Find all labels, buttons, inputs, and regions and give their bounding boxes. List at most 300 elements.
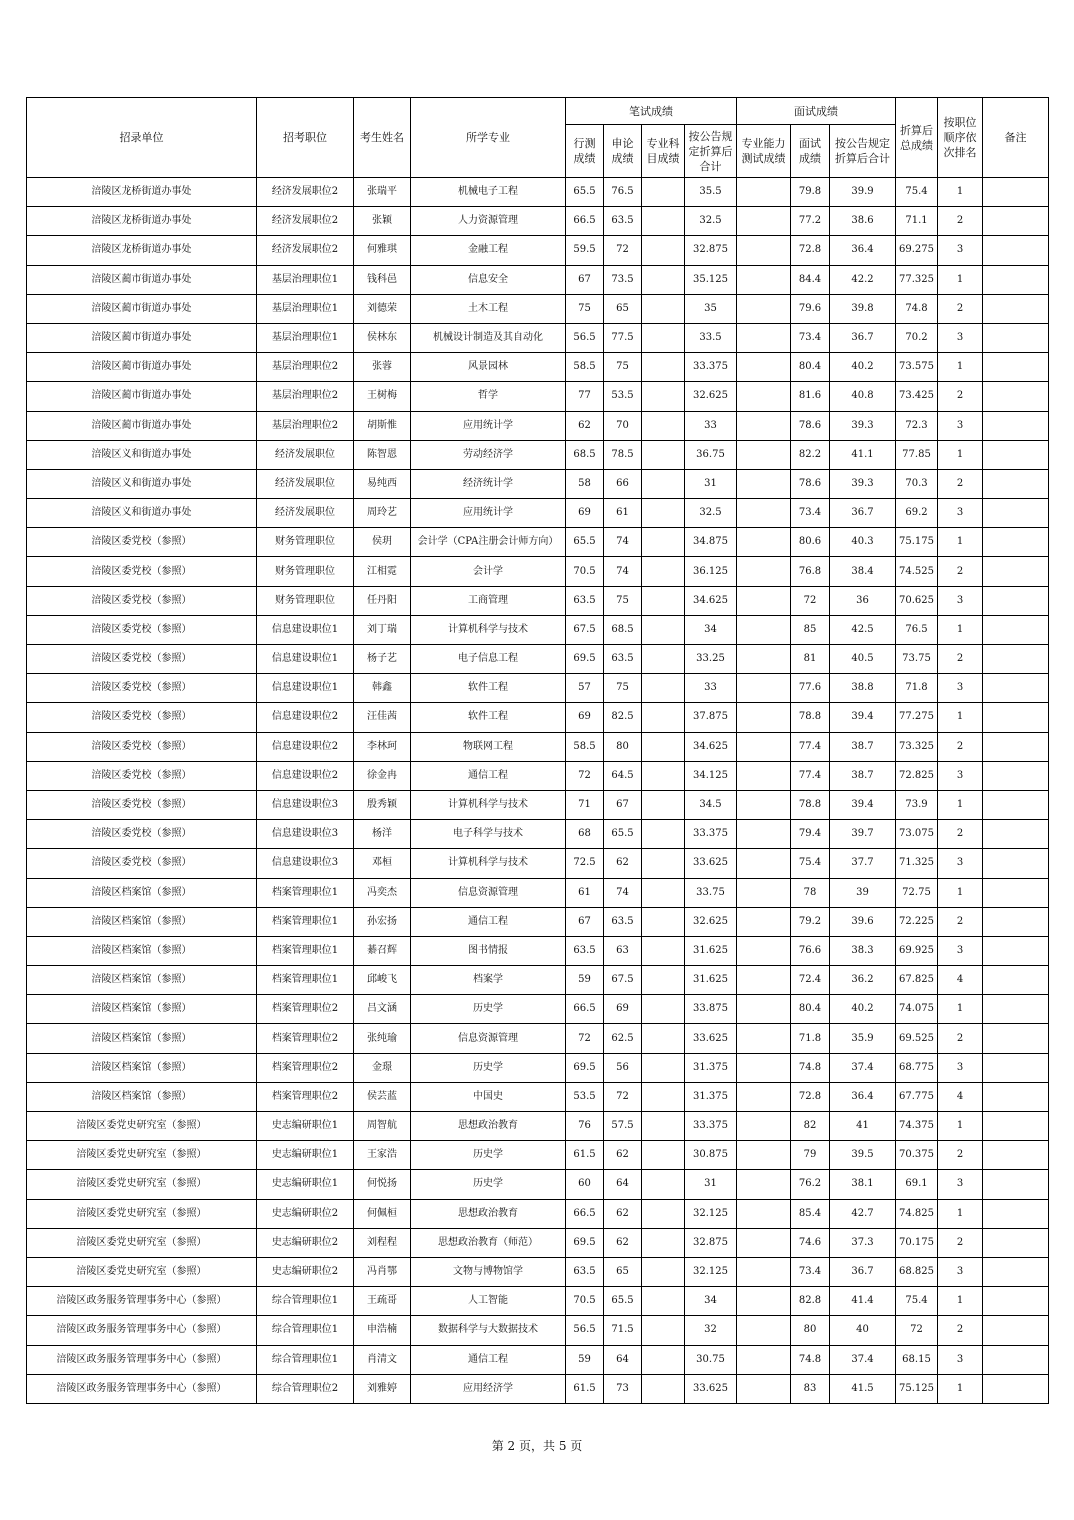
table-row <box>27 236 1049 265</box>
cell-ability <box>737 1287 791 1316</box>
cell-rank: 3 <box>938 1170 983 1199</box>
cell-remark <box>983 1170 1049 1199</box>
cell-ability <box>737 1024 791 1053</box>
cell-major: 机械电子工程 <box>411 178 566 207</box>
cell-name: 周智航 <box>354 1112 411 1141</box>
cell-remark <box>983 1053 1049 1082</box>
cell-rank: 1 <box>938 1374 983 1403</box>
cell-remark <box>983 1228 1049 1257</box>
table-row <box>27 703 1049 732</box>
cell-zhuanye <box>642 440 685 469</box>
cell-written-total: 33.625 <box>685 1374 737 1403</box>
cell-position: 信息建设职位1 <box>257 645 354 674</box>
cell-remark <box>983 966 1049 995</box>
header-written-group: 笔试成绩 <box>566 98 737 125</box>
cell-written-total: 31 <box>685 1170 737 1199</box>
cell-mianshi: 80 <box>791 1316 830 1345</box>
cell-xingce: 65.5 <box>566 528 604 557</box>
cell-zhuanye <box>642 820 685 849</box>
cell-zhuanye <box>642 966 685 995</box>
cell-remark <box>983 674 1049 703</box>
cell-major: 历史学 <box>411 1170 566 1199</box>
cell-major: 计算机科学与技术 <box>411 615 566 644</box>
cell-major: 机械设计制造及其自动化 <box>411 323 566 352</box>
cell-shenlun: 62.5 <box>604 1024 642 1053</box>
cell-rank: 3 <box>938 674 983 703</box>
table-row <box>27 820 1049 849</box>
cell-mianshi: 82 <box>791 1112 830 1141</box>
cell-ability <box>737 411 791 440</box>
cell-xingce: 67.5 <box>566 615 604 644</box>
cell-xingce: 66.5 <box>566 1199 604 1228</box>
cell-xingce: 76 <box>566 1112 604 1141</box>
cell-ability <box>737 732 791 761</box>
cell-xingce: 72 <box>566 1024 604 1053</box>
cell-xingce: 72 <box>566 761 604 790</box>
cell-interview-total: 36.7 <box>830 1257 896 1286</box>
cell-mianshi: 73.4 <box>791 1257 830 1286</box>
cell-xingce: 69.5 <box>566 1228 604 1257</box>
cell-shenlun: 57.5 <box>604 1112 642 1141</box>
cell-written-total: 37.875 <box>685 703 737 732</box>
cell-name: 王家浩 <box>354 1141 411 1170</box>
cell-remark <box>983 469 1049 498</box>
cell-major: 物联网工程 <box>411 732 566 761</box>
cell-name: 张颖 <box>354 207 411 236</box>
cell-mianshi: 73.4 <box>791 499 830 528</box>
cell-interview-total: 36.4 <box>830 1082 896 1111</box>
cell-shenlun: 73 <box>604 1374 642 1403</box>
cell-unit: 涪陵区政务服务管理事务中心（参照） <box>27 1345 257 1374</box>
cell-name: 孙宏扬 <box>354 907 411 936</box>
cell-final-total: 69.275 <box>896 236 938 265</box>
cell-position: 史志编研职位1 <box>257 1141 354 1170</box>
cell-mianshi: 78.8 <box>791 790 830 819</box>
cell-ability <box>737 907 791 936</box>
cell-rank: 3 <box>938 1257 983 1286</box>
cell-mianshi: 72 <box>791 586 830 615</box>
cell-position: 史志编研职位2 <box>257 1257 354 1286</box>
cell-interview-total: 36.2 <box>830 966 896 995</box>
cell-shenlun: 72 <box>604 1082 642 1111</box>
cell-name: 刘雅婷 <box>354 1374 411 1403</box>
cell-xingce: 61.5 <box>566 1141 604 1170</box>
cell-zhuanye <box>642 878 685 907</box>
cell-zhuanye <box>642 1024 685 1053</box>
cell-position: 经济发展职位2 <box>257 178 354 207</box>
cell-major: 历史学 <box>411 995 566 1024</box>
cell-rank: 4 <box>938 966 983 995</box>
cell-remark <box>983 907 1049 936</box>
cell-mianshi: 81 <box>791 645 830 674</box>
cell-final-total: 72.75 <box>896 878 938 907</box>
cell-position: 档案管理职位2 <box>257 995 354 1024</box>
cell-rank: 2 <box>938 1316 983 1345</box>
cell-final-total: 73.075 <box>896 820 938 849</box>
cell-ability <box>737 1345 791 1374</box>
cell-final-total: 77.325 <box>896 265 938 294</box>
cell-zhuanye <box>642 790 685 819</box>
table-row <box>27 528 1049 557</box>
cell-written-total: 36.125 <box>685 557 737 586</box>
cell-ability <box>737 236 791 265</box>
header-interview-group: 面试成绩 <box>737 98 896 125</box>
cell-written-total: 31.625 <box>685 966 737 995</box>
cell-shenlun: 73.5 <box>604 265 642 294</box>
cell-written-total: 33.625 <box>685 1024 737 1053</box>
cell-name: 陈智恩 <box>354 440 411 469</box>
cell-unit: 涪陵区委党校（参照） <box>27 849 257 878</box>
cell-ability <box>737 820 791 849</box>
cell-name: 杨子艺 <box>354 645 411 674</box>
cell-final-total: 68.775 <box>896 1053 938 1082</box>
cell-unit: 涪陵区龙桥街道办事处 <box>27 207 257 236</box>
cell-shenlun: 76.5 <box>604 178 642 207</box>
cell-rank: 1 <box>938 790 983 819</box>
cell-major: 应用经济学 <box>411 1374 566 1403</box>
cell-rank: 1 <box>938 178 983 207</box>
cell-zhuanye <box>642 849 685 878</box>
table-row <box>27 645 1049 674</box>
cell-mianshi: 78.6 <box>791 469 830 498</box>
cell-final-total: 69.2 <box>896 499 938 528</box>
cell-ability <box>737 966 791 995</box>
cell-position: 档案管理职位1 <box>257 907 354 936</box>
cell-rank: 3 <box>938 936 983 965</box>
cell-major: 哲学 <box>411 382 566 411</box>
cell-mianshi: 79.6 <box>791 294 830 323</box>
cell-ability <box>737 1112 791 1141</box>
table-row <box>27 411 1049 440</box>
cell-major: 软件工程 <box>411 703 566 732</box>
cell-interview-total: 36.4 <box>830 236 896 265</box>
cell-remark <box>983 353 1049 382</box>
cell-interview-total: 39.3 <box>830 411 896 440</box>
cell-mianshi: 81.6 <box>791 382 830 411</box>
cell-name: 刘德荣 <box>354 294 411 323</box>
cell-zhuanye <box>642 265 685 294</box>
cell-remark <box>983 878 1049 907</box>
cell-written-total: 33.875 <box>685 995 737 1024</box>
cell-interview-total: 36 <box>830 586 896 615</box>
cell-shenlun: 63.5 <box>604 207 642 236</box>
cell-unit: 涪陵区委党史研究室（参照） <box>27 1199 257 1228</box>
cell-name: 綦召辉 <box>354 936 411 965</box>
table-row <box>27 1257 1049 1286</box>
cell-zhuanye <box>642 1053 685 1082</box>
cell-interview-total: 38.4 <box>830 557 896 586</box>
cell-shenlun: 74 <box>604 557 642 586</box>
cell-position: 信息建设职位2 <box>257 703 354 732</box>
cell-name: 张蓉 <box>354 353 411 382</box>
cell-position: 信息建设职位1 <box>257 615 354 644</box>
cell-position: 档案管理职位1 <box>257 966 354 995</box>
table-row <box>27 1141 1049 1170</box>
cell-unit: 涪陵区档案馆（参照） <box>27 995 257 1024</box>
table-header <box>27 98 1049 178</box>
cell-zhuanye <box>642 615 685 644</box>
cell-rank: 1 <box>938 615 983 644</box>
table-row <box>27 1228 1049 1257</box>
cell-position: 史志编研职位1 <box>257 1112 354 1141</box>
cell-xingce: 61 <box>566 878 604 907</box>
cell-position: 档案管理职位2 <box>257 1053 354 1082</box>
cell-position: 综合管理职位2 <box>257 1374 354 1403</box>
header-shenlun: 申论 成绩 <box>604 125 642 178</box>
cell-unit: 涪陵区委党校（参照） <box>27 820 257 849</box>
table-row <box>27 557 1049 586</box>
header-position: 招考职位 <box>257 98 354 178</box>
cell-xingce: 63.5 <box>566 1257 604 1286</box>
cell-mianshi: 78.6 <box>791 411 830 440</box>
cell-rank: 3 <box>938 1053 983 1082</box>
cell-shenlun: 62 <box>604 1228 642 1257</box>
cell-zhuanye <box>642 236 685 265</box>
cell-name: 王树梅 <box>354 382 411 411</box>
cell-unit: 涪陵区委党史研究室（参照） <box>27 1257 257 1286</box>
cell-final-total: 72.3 <box>896 411 938 440</box>
table-row <box>27 1316 1049 1345</box>
cell-written-total: 34 <box>685 1287 737 1316</box>
cell-major: 通信工程 <box>411 1345 566 1374</box>
cell-ability <box>737 1374 791 1403</box>
cell-remark <box>983 411 1049 440</box>
cell-mianshi: 77.6 <box>791 674 830 703</box>
cell-name: 申浩楠 <box>354 1316 411 1345</box>
cell-unit: 涪陵区蔺市街道办事处 <box>27 323 257 352</box>
cell-zhuanye <box>642 207 685 236</box>
cell-shenlun: 63 <box>604 936 642 965</box>
header-major: 所学专业 <box>411 98 566 178</box>
cell-major: 中国史 <box>411 1082 566 1111</box>
cell-written-total: 35 <box>685 294 737 323</box>
cell-ability <box>737 528 791 557</box>
cell-final-total: 73.75 <box>896 645 938 674</box>
cell-zhuanye <box>642 1141 685 1170</box>
cell-ability <box>737 1199 791 1228</box>
cell-unit: 涪陵区委党史研究室（参照） <box>27 1141 257 1170</box>
cell-ability <box>737 557 791 586</box>
cell-interview-total: 42.5 <box>830 615 896 644</box>
cell-major: 风景园林 <box>411 353 566 382</box>
cell-major: 应用统计学 <box>411 499 566 528</box>
cell-remark <box>983 1112 1049 1141</box>
cell-zhuanye <box>642 411 685 440</box>
cell-mianshi: 78.8 <box>791 703 830 732</box>
cell-xingce: 60 <box>566 1170 604 1199</box>
cell-ability <box>737 1257 791 1286</box>
cell-rank: 1 <box>938 1287 983 1316</box>
cell-xingce: 63.5 <box>566 586 604 615</box>
cell-name: 何悦扬 <box>354 1170 411 1199</box>
cell-unit: 涪陵区委党校（参照） <box>27 557 257 586</box>
cell-written-total: 35.5 <box>685 178 737 207</box>
cell-shenlun: 53.5 <box>604 382 642 411</box>
table-row <box>27 469 1049 498</box>
cell-major: 思想政治教育（师范） <box>411 1228 566 1257</box>
cell-major: 经济统计学 <box>411 469 566 498</box>
cell-interview-total: 38.7 <box>830 761 896 790</box>
cell-zhuanye <box>642 703 685 732</box>
cell-major: 数据科学与大数据技术 <box>411 1316 566 1345</box>
cell-final-total: 76.5 <box>896 615 938 644</box>
cell-rank: 1 <box>938 353 983 382</box>
table-row <box>27 440 1049 469</box>
cell-position: 财务管理职位 <box>257 528 354 557</box>
cell-major: 会计学（CPA注册会计师方向） <box>411 528 566 557</box>
cell-interview-total: 39.6 <box>830 907 896 936</box>
cell-written-total: 34.125 <box>685 761 737 790</box>
cell-ability <box>737 761 791 790</box>
cell-rank: 2 <box>938 382 983 411</box>
cell-shenlun: 65.5 <box>604 820 642 849</box>
cell-name: 何雅琪 <box>354 236 411 265</box>
cell-zhuanye <box>642 995 685 1024</box>
cell-major: 土木工程 <box>411 294 566 323</box>
cell-rank: 2 <box>938 1228 983 1257</box>
cell-interview-total: 39.7 <box>830 820 896 849</box>
cell-position: 综合管理职位1 <box>257 1316 354 1345</box>
cell-zhuanye <box>642 732 685 761</box>
cell-zhuanye <box>642 907 685 936</box>
cell-shenlun: 71.5 <box>604 1316 642 1345</box>
cell-final-total: 68.825 <box>896 1257 938 1286</box>
cell-mianshi: 77.4 <box>791 761 830 790</box>
cell-unit: 涪陵区委党校（参照） <box>27 615 257 644</box>
cell-shenlun: 68.5 <box>604 615 642 644</box>
cell-unit: 涪陵区档案馆（参照） <box>27 1024 257 1053</box>
cell-ability <box>737 645 791 674</box>
cell-major: 人力资源管理 <box>411 207 566 236</box>
table-row <box>27 878 1049 907</box>
cell-interview-total: 41.5 <box>830 1374 896 1403</box>
cell-unit: 涪陵区政务服务管理事务中心（参照） <box>27 1374 257 1403</box>
cell-rank: 4 <box>938 1082 983 1111</box>
cell-ability <box>737 1228 791 1257</box>
cell-interview-total: 40.2 <box>830 353 896 382</box>
cell-xingce: 72.5 <box>566 849 604 878</box>
table-row <box>27 966 1049 995</box>
table-row <box>27 674 1049 703</box>
cell-remark <box>983 178 1049 207</box>
table-row <box>27 294 1049 323</box>
cell-position: 经济发展职位 <box>257 499 354 528</box>
cell-ability <box>737 1316 791 1345</box>
cell-zhuanye <box>642 469 685 498</box>
cell-xingce: 71 <box>566 790 604 819</box>
cell-position: 档案管理职位2 <box>257 1082 354 1111</box>
cell-remark <box>983 499 1049 528</box>
cell-major: 通信工程 <box>411 907 566 936</box>
cell-xingce: 67 <box>566 907 604 936</box>
cell-position: 综合管理职位1 <box>257 1287 354 1316</box>
cell-name: 任丹阳 <box>354 586 411 615</box>
cell-name: 吕文涵 <box>354 995 411 1024</box>
table-row <box>27 1170 1049 1199</box>
cell-mianshi: 76.6 <box>791 936 830 965</box>
cell-final-total: 71.8 <box>896 674 938 703</box>
header-mianshi: 面试 成绩 <box>791 125 830 178</box>
cell-name: 胡斯惟 <box>354 411 411 440</box>
cell-interview-total: 38.1 <box>830 1170 896 1199</box>
cell-major: 会计学 <box>411 557 566 586</box>
cell-ability <box>737 615 791 644</box>
cell-name: 江相霓 <box>354 557 411 586</box>
cell-name: 韩鑫 <box>354 674 411 703</box>
cell-mianshi: 72.8 <box>791 236 830 265</box>
cell-zhuanye <box>642 1316 685 1345</box>
cell-shenlun: 67 <box>604 790 642 819</box>
cell-unit: 涪陵区义和街道办事处 <box>27 499 257 528</box>
cell-final-total: 74.8 <box>896 294 938 323</box>
cell-interview-total: 37.4 <box>830 1053 896 1082</box>
cell-shenlun: 74 <box>604 878 642 907</box>
cell-rank: 2 <box>938 294 983 323</box>
cell-xingce: 62 <box>566 411 604 440</box>
cell-written-total: 34.875 <box>685 528 737 557</box>
cell-mianshi: 74.8 <box>791 1053 830 1082</box>
cell-ability <box>737 936 791 965</box>
table-row <box>27 499 1049 528</box>
score-table <box>26 97 1049 1404</box>
cell-xingce: 61.5 <box>566 1374 604 1403</box>
cell-unit: 涪陵区档案馆（参照） <box>27 1082 257 1111</box>
cell-rank: 3 <box>938 1345 983 1374</box>
cell-remark <box>983 207 1049 236</box>
cell-position: 经济发展职位2 <box>257 207 354 236</box>
cell-unit: 涪陵区档案馆（参照） <box>27 966 257 995</box>
cell-xingce: 70.5 <box>566 557 604 586</box>
cell-final-total: 70.175 <box>896 1228 938 1257</box>
cell-mianshi: 79.4 <box>791 820 830 849</box>
cell-zhuanye <box>642 294 685 323</box>
header-zhuanye: 专业科 目成绩 <box>642 125 685 178</box>
cell-interview-total: 39.8 <box>830 294 896 323</box>
cell-position: 档案管理职位1 <box>257 936 354 965</box>
cell-written-total: 34.5 <box>685 790 737 819</box>
cell-unit: 涪陵区委党校（参照） <box>27 645 257 674</box>
cell-written-total: 31.625 <box>685 936 737 965</box>
cell-ability <box>737 178 791 207</box>
cell-remark <box>983 382 1049 411</box>
cell-final-total: 73.575 <box>896 353 938 382</box>
cell-name: 徐金冉 <box>354 761 411 790</box>
table-row <box>27 265 1049 294</box>
cell-position: 信息建设职位2 <box>257 761 354 790</box>
cell-shenlun: 78.5 <box>604 440 642 469</box>
cell-xingce: 59 <box>566 1345 604 1374</box>
cell-remark <box>983 294 1049 323</box>
cell-major: 文物与博物馆学 <box>411 1257 566 1286</box>
cell-major: 信息资源管理 <box>411 878 566 907</box>
cell-zhuanye <box>642 936 685 965</box>
cell-remark <box>983 1287 1049 1316</box>
cell-position: 财务管理职位 <box>257 557 354 586</box>
cell-ability <box>737 294 791 323</box>
cell-position: 基层治理职位2 <box>257 382 354 411</box>
cell-xingce: 69 <box>566 703 604 732</box>
cell-name: 汪佳茜 <box>354 703 411 732</box>
cell-unit: 涪陵区委党史研究室（参照） <box>27 1228 257 1257</box>
cell-final-total: 68.15 <box>896 1345 938 1374</box>
cell-rank: 3 <box>938 499 983 528</box>
cell-unit: 涪陵区龙桥街道办事处 <box>27 236 257 265</box>
cell-rank: 1 <box>938 265 983 294</box>
cell-interview-total: 35.9 <box>830 1024 896 1053</box>
cell-mianshi: 72.8 <box>791 1082 830 1111</box>
cell-unit: 涪陵区委党校（参照） <box>27 761 257 790</box>
cell-rank: 1 <box>938 1199 983 1228</box>
